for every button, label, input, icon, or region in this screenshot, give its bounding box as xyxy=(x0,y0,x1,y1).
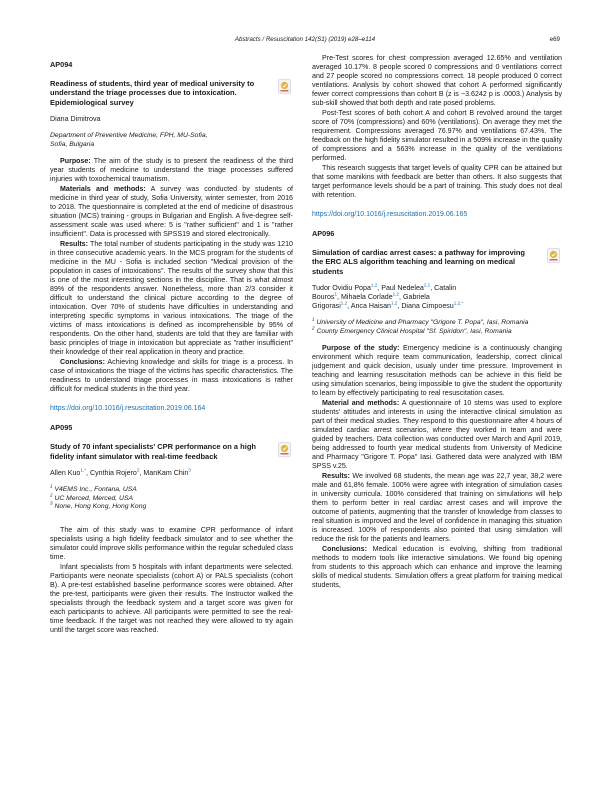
section-label: Conclusions: xyxy=(322,545,367,554)
journal-citation: Abstracts / Resuscitation 142(S1) (2019) e28–e114 xyxy=(234,36,376,43)
author-line: Grigorasi$^{1,2}$, Anca Haisan$^{1,2}$, Diana Cimpoesu$^{1,2,*}$ xyxy=(312,300,464,311)
crossmark-icon[interactable] xyxy=(278,442,291,457)
paragraph-text: A questionnaire of 10 stems was used to explore students' attitudes and interests in using the interactive clinical simulation as part of their medical studies. They respond to this questionnaire after 4 hours of simulated cardiac arrest scenarios, where they worked in team and were guided by teachers. Data collection was conducted over March and April 2019, being addressed to fourth year medical students from University of Medicine and Pharmacy "Grigore T. Popa" Iasi. Gathered data were analyzed with IBM SPSS v.25. xyxy=(312,399,562,471)
affil-text: None, Hong Kong, Hong Kong xyxy=(54,503,147,511)
affil-text: University of Medicine and Pharmacy "Grigore T. Popa", Iasi, Romania xyxy=(316,319,529,327)
section-label: Conclusions: xyxy=(60,358,105,367)
author-sup: 1,2 xyxy=(340,300,348,306)
left-column xyxy=(50,60,293,636)
crossmark-icon[interactable] xyxy=(278,79,291,94)
author: ManKam Chin xyxy=(143,469,189,478)
affil-sup: 2 xyxy=(50,492,53,498)
affil-sup: 1 xyxy=(312,316,315,322)
author: Anca Haisan xyxy=(350,302,391,311)
author-sup: 1,2,* xyxy=(453,300,464,306)
section-label: Purpose of the study: xyxy=(322,344,400,353)
body-paragraph: Post-Test scores of both cohort A and cohort B revolved around the target score of 70% (compressions) and 60% (ventilations). On average they met the requirement. Compressions averaged 76.97% and ventilations 67.43%. The feedback on the high fidelity simulator resulted in a 509% increase in the quality of compressions and a 563% increase in the quality of the ventilations performed. xyxy=(312,109,563,162)
conclusions-paragraph xyxy=(312,545,562,590)
affil-text: County Emergency Clinical Hospital "Sf. Spiridon", Iasi, Romania xyxy=(316,327,512,335)
author: Diana Dimitrova xyxy=(50,115,101,124)
running-header xyxy=(50,36,560,48)
affil-sup: 3 xyxy=(50,501,53,507)
paragraph-text: Emergency medicine is a continuously changing environment which require team communication, leadership, correct clinical judgement and quick decision, usualy under time pressure. Improvement in teaching and learning resuscitation methods can be achieve in this field be using simulation scenarios, being impossible to give the student the opportunity to learn by effectively participating to real resuscitation cases. xyxy=(312,344,562,398)
right-column xyxy=(312,54,562,591)
results-paragraph xyxy=(50,240,293,357)
author-sup: 1 xyxy=(334,291,338,297)
affiliation-line xyxy=(50,503,293,512)
author-sup: 1,2 xyxy=(390,300,398,306)
body-paragraph: Infant specialists from 5 hospitals with infant departments were selected. Participants were neonate specialists (cohort A) or PALS specialists (cohort B). A pre-test established baseline performance scores were obtained. After the pre-test, participants were given their results. The Instructor walked the specialists through the feedback system and a target score was given for each participants to achieve. All participants were permitted to see the real-time feedback. If the target was not reached they were allowed to try again until the target score was reached. xyxy=(50,563,293,634)
affil-text: UC Merced, Merced, USA xyxy=(54,494,134,502)
paragraph-text: A survey was conducted by students of medicine in third year of study, Sofia University, winter semester, from 2016 to 2018. The questionnaire is completed at the end of medicine of disastrous situation (MCS) training - groups in Bulgarian and English. A five-degree self-assessment scale was used where: 5 is "rather sufficient" and 1 is "rather insufficient". Data is processed with SPSS19 and stored electronically. xyxy=(50,185,293,239)
author: Paul Nedelea xyxy=(381,284,424,293)
paragraph-text: The aim of the study is to present the readiness of the third year students of medicine to understand the triage processes suffered injuries with toxochemical traumatism. xyxy=(50,157,294,184)
body-paragraph: This research suggests that target levels of quality CPR can be attained but that some manikins with feedback are better than others. It also suggests that target performance levels should be a part of training. This study does not deal with retention. xyxy=(312,164,562,199)
affil-sup: 2 xyxy=(312,325,315,331)
affiliation xyxy=(50,483,293,512)
author-sup: 1,2 xyxy=(370,282,378,288)
author: Mihaela Corlade xyxy=(341,293,393,302)
page-number: e69 xyxy=(549,36,560,43)
paragraph-text: Achieving knowledge and skills for triage is a process. In case of intoxications the triage of the victims has specific characteristics. The readiness to understand triage processes in mass intoxications is rather difficult for medical students in the third year. xyxy=(50,358,293,394)
author-line: Bouros$^1$, Mihaela Corlade$^{1,2}$, Gabriela xyxy=(312,291,430,302)
results-paragraph xyxy=(312,472,562,544)
affiliation-line: Department of Preventive Medicine, FPH, MU-Sofia, xyxy=(50,132,208,140)
affil-sup: 1 xyxy=(50,483,53,489)
author: Tudor Ovidiu Popa xyxy=(312,284,371,293)
affiliation xyxy=(50,132,293,149)
section-label: Results: xyxy=(322,472,350,481)
conclusions-paragraph xyxy=(50,358,293,394)
author: Catalin xyxy=(434,284,457,293)
paragraph-text: Medical education is evolving, shifting from traditional methods to modern tools like interactive simulations. We found big opening from students to this approach which can enhance and improve the learning skills of medical students. Simulation offers a great platform for training medical students, xyxy=(312,545,562,590)
author-list xyxy=(312,284,562,311)
author-line: Tudor Ovidiu Popa$^{1,2}$, Paul Nedelea$^{2,1}$, Catalin xyxy=(312,282,457,293)
doi-link[interactable]: https://doi.org/10.1016/j.resuscitation.2019.06.164 xyxy=(50,405,206,413)
affiliation-line xyxy=(312,325,562,337)
section-label: Material and methods: xyxy=(322,399,400,408)
crossmark-icon[interactable] xyxy=(547,248,560,263)
author-sup: 1,2 xyxy=(392,291,400,297)
author: Grigorasi xyxy=(312,302,341,311)
author: Bouros xyxy=(312,293,335,302)
section-label: Purpose: xyxy=(60,157,91,166)
affiliation-line: Sofia, Bulgaria xyxy=(50,140,95,148)
abstract-title: Study of 70 infant specialists' CPR performance on a high fidelity infant simulator with real-time feedback xyxy=(50,442,256,461)
affil-text: V4EMS Inc., Fontana, USA xyxy=(54,486,137,494)
abstract-title-row xyxy=(50,79,293,107)
author-sup: 3 xyxy=(188,467,191,473)
purpose-paragraph xyxy=(312,344,562,398)
author: Diana Cimpoesu xyxy=(401,302,454,311)
author-list: Allen Kuo$^{1,*}$, Cynthia Rojero$^2$, ManKam Chin$^3$ xyxy=(50,467,191,478)
abstract-title-row xyxy=(50,442,293,461)
author: Cynthia Rojero xyxy=(89,469,137,478)
author: Gabriela xyxy=(403,293,430,302)
author-sup: 2,1 xyxy=(423,282,431,288)
affiliation-line xyxy=(312,316,562,328)
author-sup: 2 xyxy=(136,467,140,473)
paragraph-text: We involved 68 students, the mean age was 22,7 year, 38,2 were male and 61,8% female. 100% were agree with integration of simulation cases in university curricula. 100% considered that training on simulations will help them to perform better in real cardiac arrest cases and will improve the outcome of patients, augmenting that the transfer of knowledge from classes to real situation is improved and the level of confidence in managing this situation is increased. 100% of respondents also pointed that using simulation will reduce the risk for the patients and learners. xyxy=(312,472,562,544)
author-sup: 1,* xyxy=(80,467,86,473)
abstract-title-row xyxy=(312,248,562,276)
abstract-code: AP096 xyxy=(312,229,335,238)
purpose-paragraph xyxy=(50,157,293,184)
affiliation xyxy=(312,316,562,336)
methods-paragraph xyxy=(312,399,562,471)
body-paragraph: The aim of this study was to examine CPR performance of infant specialists using a high fidelity feedback simulator and to see whether the simulator could improve skills performance within the regular scheduled class time. xyxy=(50,526,293,561)
body-paragraph: Pre-Test scores for chest compression averaged 12.65% and ventilation averaged 10.17%. 8 people scored 0 compressions and 0 ventilations correct and 27 people scored no compressions correct. 18 people produced 0 correct ventilations. Analysis by cohort showed that cohort A performed significantly fewer correct compressions than cohort B (z is −3.6242 p is .0003.) Analysis by sub-skill showed that both depth and rate posed problems. xyxy=(312,54,562,107)
methods-paragraph xyxy=(50,185,293,239)
section-label: Results: xyxy=(60,240,88,249)
affiliation-line xyxy=(50,483,293,495)
doi-link[interactable]: https://doi.org/10.1016/j.resuscitation.2019.06.165 xyxy=(312,211,468,218)
abstract-code: AP094 xyxy=(50,60,73,69)
abstract-code: AP095 xyxy=(50,423,73,433)
paragraph-text: The total number of students participating in the study was 1210 in three consecutive academic years. In the MCS program for the students of medicine in the MU - Sofia is included section "Medical provision of the population in cases of intoxications". The results of the survey show that this is one of the most interesting sections in the discipline. That is what almost 89% of the respondents answer. Nonetheless, more than 2/3 consider it difficult to understand the clinical picture according to the degree of intoxication. Over 70% of students have difficulties in understanding and interpreting specific symptoms in various intoxications. The triage of the victims of mass intoxications is defined as incomprehensible by 95% of respondents. On the other hand, students are told that they are familiar with basic principles of triage in intoxication but appreciate as "rather insufficient" their knowledge of their real application in theory and practice. xyxy=(50,240,294,357)
section-label: Materials and methods: xyxy=(60,185,146,194)
abstract-title: Readiness of students, third year of medical university to understand the triage processes due to intoxication. Epidemiological survey xyxy=(50,79,255,107)
abstract-title: Simulation of cardiac arrest cases: a pathway for improving the ERC ALS algorithm teaching and learning on medical students xyxy=(312,248,525,276)
author: Allen Kuo xyxy=(50,469,81,478)
